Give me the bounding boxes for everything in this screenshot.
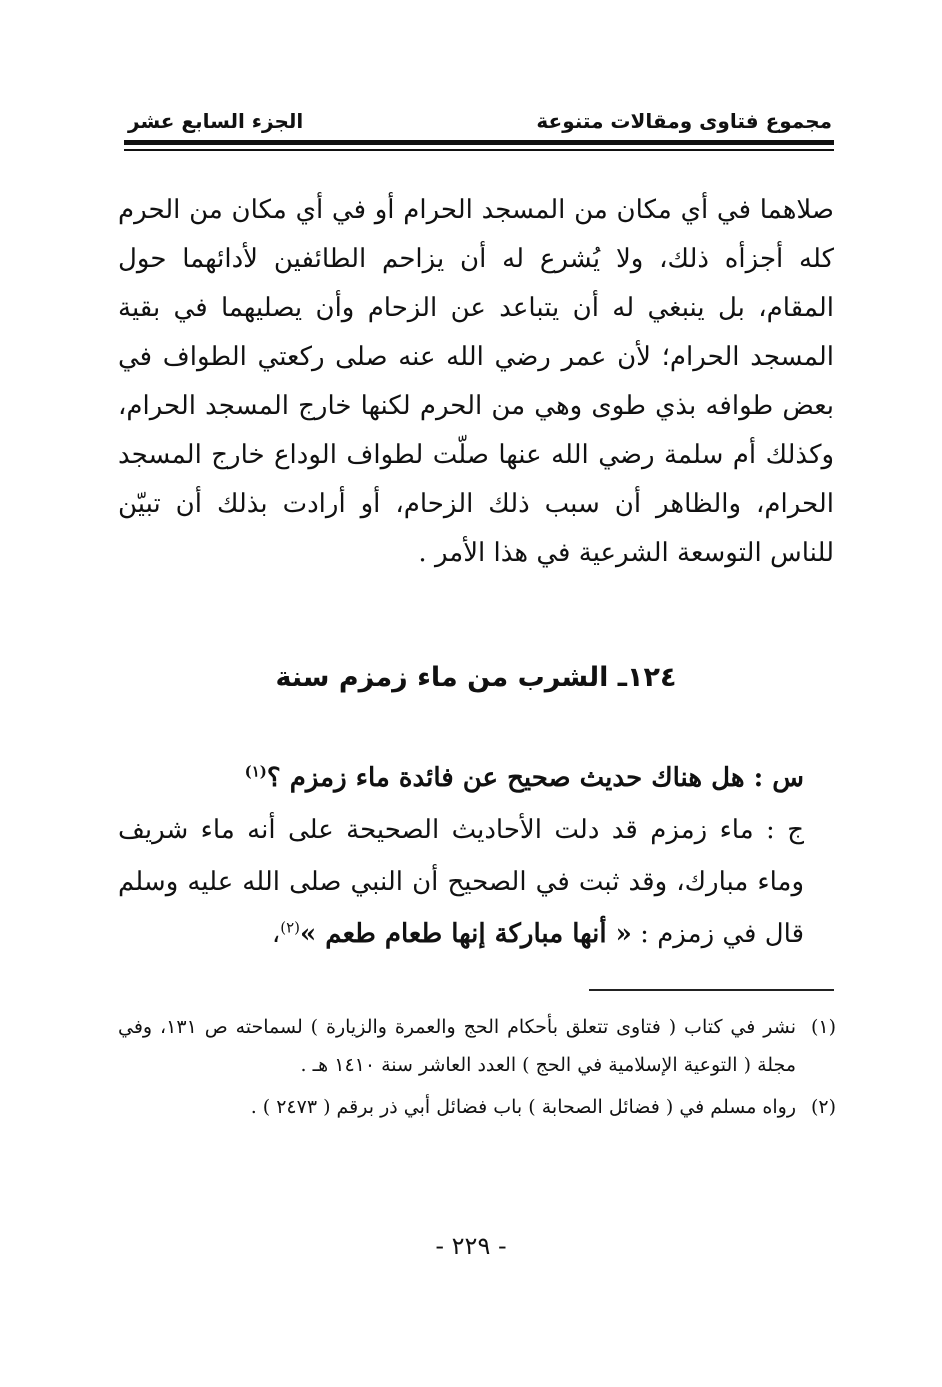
question-answer (118, 752, 834, 960)
footnote-text: رواه مسلم في ( فضائل الصحابة ) باب فضائل أبي ذر برقم ( ٢٤٧٣ ) . (250, 1096, 796, 1118)
body-paragraph: صلاهما في أي مكان من المسجد الحرام أو في أي مكان من الحرم كله أجزأه ذلك، ولا يُشرع له أن يزاحم الطائفين لأدائهما حول المقام، بل ينبغي له أن يتباعد عن الزحام وأن يصليهما في بقية المسجد الحرام؛ لأن عمر رضي الله عنه صلى ركعتي الطواف في بعض طوافه بذي طوى وهي من الحرم لكنها خارج المسجد الحرام، وكذلك أم سلمة رضي الله عنها صلّت لطواف الوداع خارج المسجد الحرام، والظاهر أن سبب ذلك الزحام، أو أرادت بذلك أن تبيّن للناس التوسعة الشرعية في هذا الأمر . (118, 195, 834, 568)
header-book-title: مجموع فتاوى ومقالات متنوعة (536, 109, 832, 133)
footnote-number: (١) (810, 1016, 836, 1038)
question-footnote-ref: (١) (244, 762, 267, 781)
page-number: - ٢٢٩ - (435, 1232, 507, 1260)
section-heading: ١٢٤ـ الشرب من ماء زمزم سنة (275, 662, 677, 693)
footnote-number: (٢) (810, 1096, 836, 1118)
footnote (118, 1008, 836, 1084)
answer (118, 804, 834, 960)
header-volume: الجزء السابع عشر (128, 109, 304, 133)
question (118, 752, 834, 804)
footnotes (118, 1008, 836, 1130)
running-header (122, 105, 832, 141)
answer-footnote-ref: (٢) (280, 918, 300, 937)
answer-end: ، (271, 919, 281, 949)
answer-quote: « أنها مباركة إنها طعام طعم » (300, 919, 632, 949)
question-text: س : هل هناك حديث صحيح عن فائدة ماء زمزم ؟ (266, 763, 804, 793)
footnote-text: نشر في كتاب ( فتاوى تتعلق بأحكام الحج والعمرة والزيارة ) لسماحته ص ١٣١، وفي مجلة ( التوعية الإسلامية في الحج ) العدد العاشر سنة ١٤١٠ هـ . (118, 1016, 796, 1076)
footnote (118, 1088, 836, 1126)
answer-text: ج : ماء زمزم قد دلت الأحاديث الصحيحة على أنه ماء شريف وماء مبارك، وقد ثبت في الصحيح أن النبي صلى الله عليه وسلم قال في زمزم : (118, 815, 804, 949)
header-rule-thin (124, 149, 834, 151)
footnote-separator (589, 989, 834, 991)
header-rule-thick (124, 140, 834, 145)
